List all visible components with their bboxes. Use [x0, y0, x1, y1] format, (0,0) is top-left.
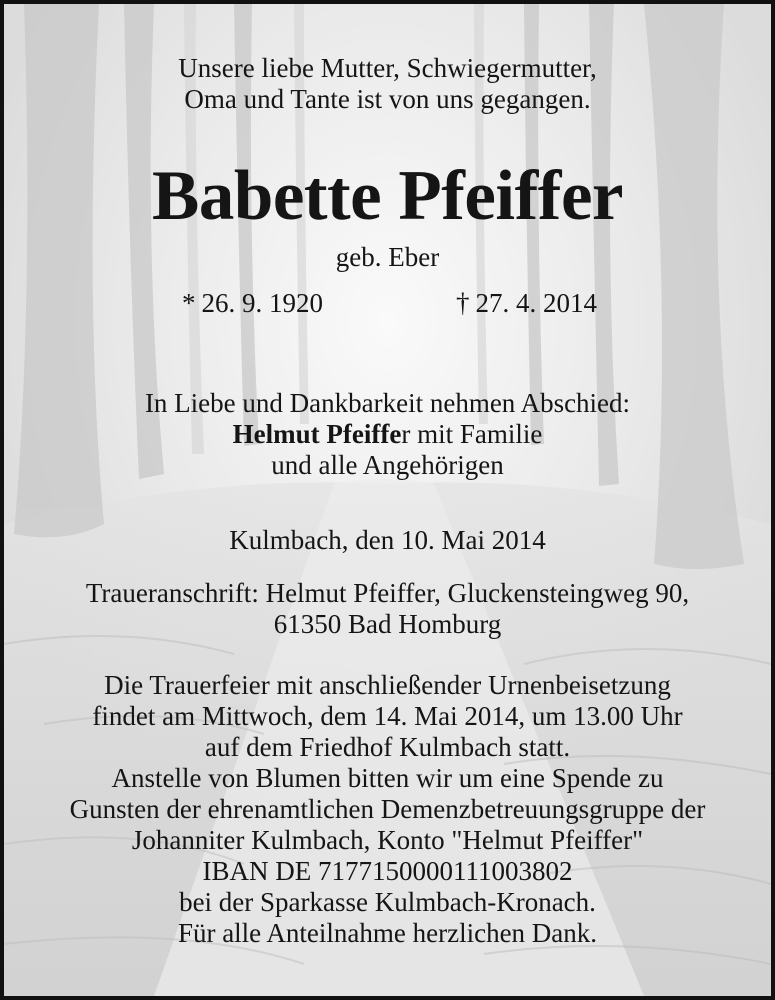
mourners-heading: In Liebe und Dankbarkeit nehmen Abschied: — [144, 388, 631, 418]
birth-date-group — [182, 288, 323, 319]
mourners-block — [4, 388, 771, 481]
mourners-family — [4, 419, 771, 450]
service-line: auf dem Friedhof Kulmbach statt. — [204, 732, 571, 762]
address-line: Traueranschrift: Helmut Pfeiffer, Gluckensteingweg 90, — [85, 578, 690, 608]
mourning-address — [4, 578, 771, 640]
service-line: Johanniter Kulmbach, Konto "Helmut Pfeiffer" — [131, 825, 644, 855]
death-cross-icon: † — [456, 288, 470, 318]
service-line: findet am Mittwoch, dem 14. Mai 2014, um 13.00 Uhr — [92, 701, 683, 731]
birth-date: 26. 9. 1920 — [201, 288, 323, 318]
service-line: Anstelle von Blumen bitten wir um eine Spende zu — [111, 763, 664, 793]
mourners-relatives: und alle Angehörigen — [271, 450, 504, 480]
mourner-name-rest: r mit Familie — [401, 419, 543, 449]
thanks-line: Für alle Anteilnahme herzlichen Dank. — [177, 918, 598, 948]
notice-content — [4, 4, 771, 996]
service-details — [4, 670, 771, 949]
intro-line: Oma und Tante ist von uns gegangen. — [184, 84, 591, 114]
deceased-name: Babette Pfeiffer — [152, 157, 623, 235]
service-line: Die Trauerfeier mit anschließender Urnenbeisetzung — [104, 670, 671, 700]
death-date-group — [456, 288, 597, 319]
mourner-name-bold: Helmut Pfeiffe — [232, 419, 402, 449]
service-line: Gunsten der ehrenamtlichen Demenzbetreuungsgruppe der — [69, 794, 706, 824]
birth-star-icon: * — [182, 288, 196, 318]
iban-line: IBAN DE 71771500001110038​02 — [202, 856, 573, 886]
place-and-date: Kulmbach, den 10. Mai 2014 — [229, 525, 546, 555]
life-dates — [4, 288, 771, 322]
intro-line: Unsere liebe Mutter, Schwiegermutter, — [178, 53, 597, 83]
intro-text — [4, 53, 771, 115]
death-date: 27. 4. 2014 — [475, 288, 597, 318]
birth-name: geb. Eber — [335, 242, 440, 272]
service-line: bei der Sparkasse Kulmbach-Kronach. — [179, 887, 596, 917]
address-line: 61350 Bad Homburg — [273, 609, 502, 639]
